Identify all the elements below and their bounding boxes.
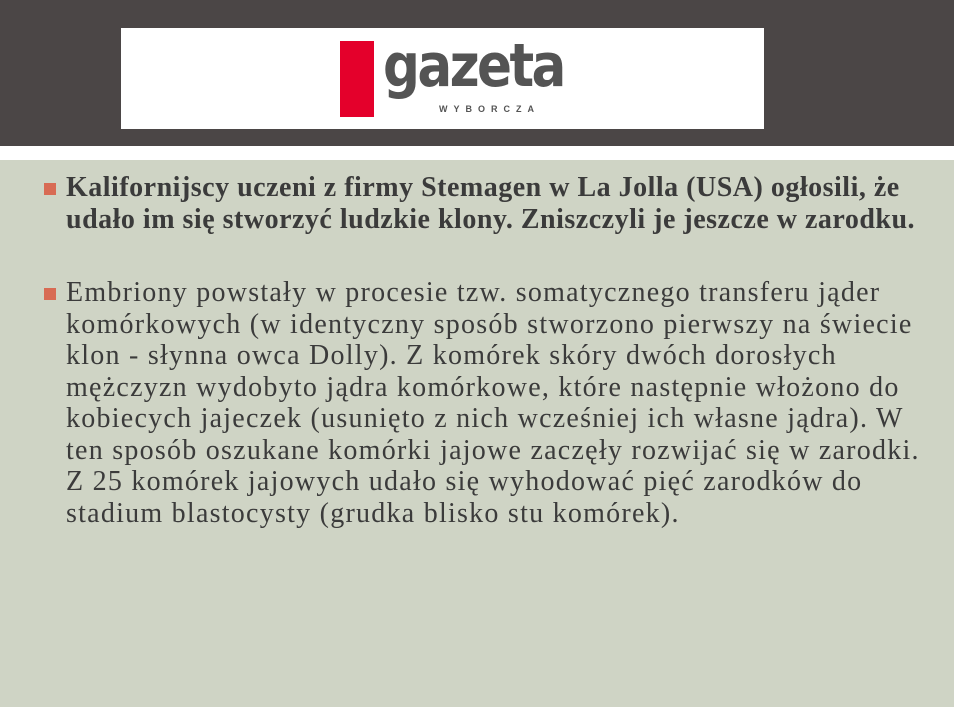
square-bullet-icon — [44, 288, 56, 300]
bullet-item — [44, 277, 946, 529]
bullet-item — [44, 172, 946, 235]
bullet-text: Kalifornijscy uczeni z firmy Stemagen w La Jolla (USA) ogłosili, że udało im się stworzyć ludzkie klony. Zniszczyli je jeszcze w zarodku. — [66, 172, 916, 235]
header-band — [0, 0, 954, 146]
gazeta-wyborcza-logo — [121, 28, 764, 129]
logo-wordmark: gazeta — [383, 31, 564, 101]
square-bullet-icon — [44, 183, 56, 195]
logo-red-block — [340, 41, 374, 117]
bullet-text: Embriony powstały w procesie tzw. somatycznego transferu jąder komórkowych (w identyczny sposób stworzono pierwszy na świecie klon - słynna owca Dolly). Z komórek skóry dwóch dorosłych mężczyzn wydobyto jądra komórkowe, które następnie włożono do kobiecych jajeczek (usunięto z nich wcześniej ich własne jądra). W ten sposób oszukane komórki jajowe zaczęły rozwijać się w zarodki. Z 25 komórek jajowych udało się wyhodować pięć zarodków do stadium blastocysty (grudka blisko stu komórek). — [66, 277, 920, 529]
logo-subtitle: WYBORCZA — [439, 104, 540, 114]
content-area — [0, 160, 954, 707]
